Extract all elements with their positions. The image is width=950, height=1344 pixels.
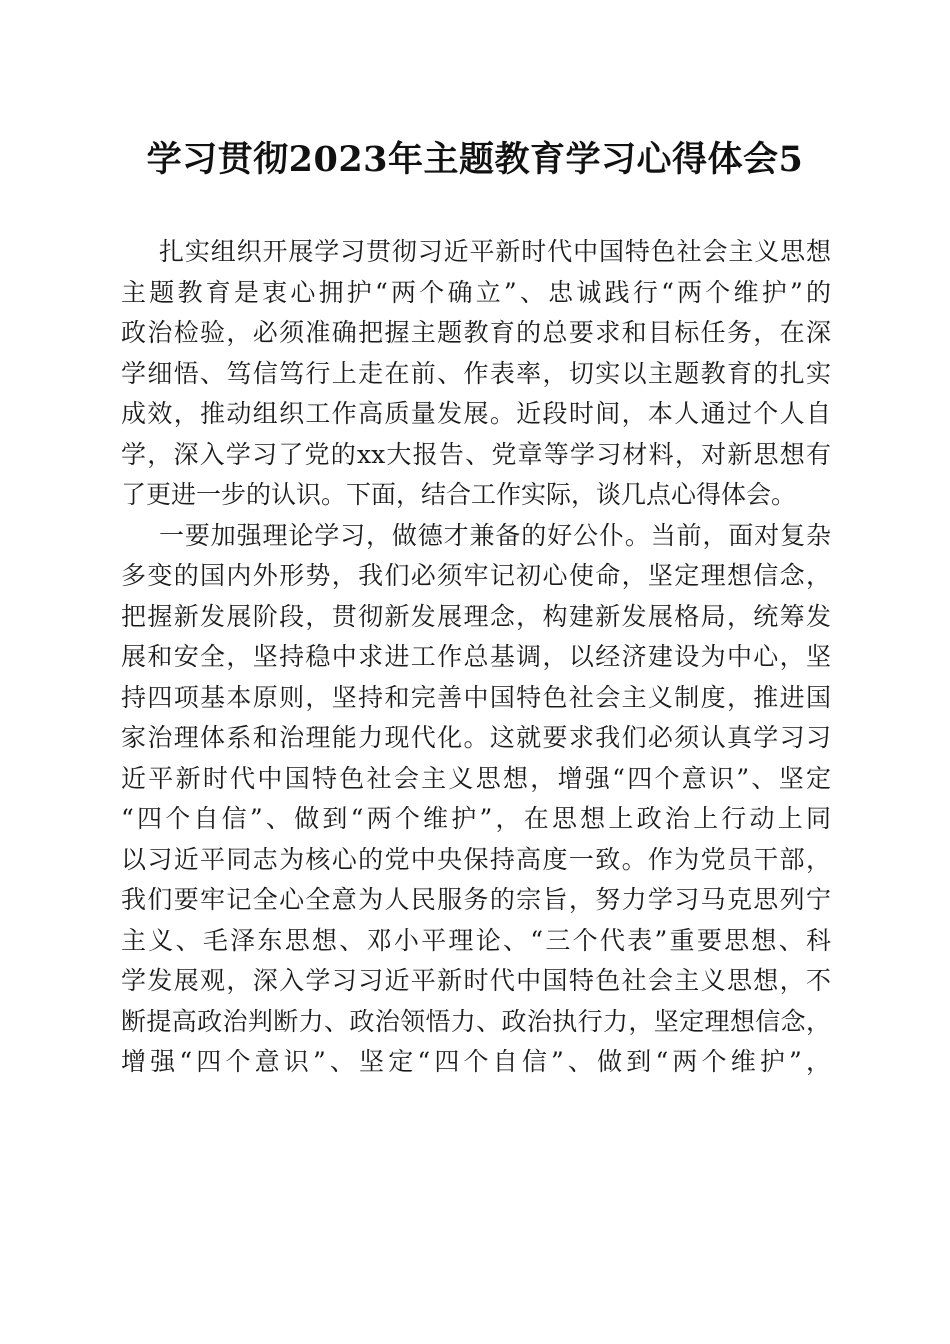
paragraph-2-line: 一要加强理论学习，做德才兼备的好公仆。当前，面对复杂 [159, 520, 831, 550]
paragraph-2-line: 持四项基本原则，坚持和完善中国特色社会主义制度，推进国 [121, 682, 831, 712]
paragraph-2-line: 近平新时代中国特色社会主义思想，增强“四个意识”、坚定 [121, 763, 831, 793]
paragraph-2-line: 我们要牢记全心全意为人民服务的宗旨，努力学习马克思列宁 [121, 885, 831, 914]
paragraph-2-line: “四个自信”、做到“两个维护”，在思想上政治上行动上同 [121, 804, 831, 833]
paragraph-1-line: 主题教育是衷心拥护“两个确立”、忠诚践行“两个维护”的 [121, 277, 831, 307]
paragraph-2-line: 增强“四个意识”、坚定“四个自信”、做到“两个维护”， [121, 1047, 831, 1076]
paragraph-2-line: 多变的国内外形势，我们必须牢记初心使命，坚定理想信念， [121, 561, 831, 590]
paragraph-1-line: 学细悟、笃信笃行上走在前、作表率，切实以主题教育的扎实 [121, 358, 831, 388]
paragraph-2-line: 断提高政治判断力、政治领悟力、政治执行力，坚定理想信念， [121, 1006, 831, 1036]
paragraph-1-line: 扎实组织开展学习贯彻习近平新时代中国特色社会主义思想 [159, 237, 831, 266]
paragraph-2-line: 展和安全，坚持稳中求进工作总基调，以经济建设为中心，坚 [121, 642, 831, 671]
paragraph-1-line: 学，深入学习了党的xx大报告、党章等学习材料，对新思想有 [121, 439, 831, 469]
paragraph-2-line: 家治理体系和治理能力现代化。这就要求我们必须认真学习习 [121, 723, 831, 752]
document-title: 学习贯彻2023年主题教育学习心得体会5 [146, 139, 804, 180]
paragraph-2-line: 学发展观，深入学习习近平新时代中国特色社会主义思想，不 [121, 966, 831, 995]
paragraph-2-line: 把握新发展阶段，贯彻新发展理念，构建新发展格局，统筹发 [121, 601, 831, 631]
paragraph-1-line: 了更进一步的认识。下面，结合工作实际，谈几点心得体会。 [121, 480, 797, 509]
paragraph-1-line: 政治检验，必须准确把握主题教育的总要求和目标任务，在深 [121, 318, 831, 347]
paragraph-2-line: 以习近平同志为核心的党中央保持高度一致。作为党员干部， [121, 844, 831, 874]
paragraph-1-line: 成效，推动组织工作高质量发展。近段时间，本人通过个人自 [121, 399, 831, 428]
paragraph-2-line: 主义、毛泽东思想、邓小平理论、“三个代表”重要思想、科 [121, 925, 831, 955]
document-body [121, 232, 831, 1083]
